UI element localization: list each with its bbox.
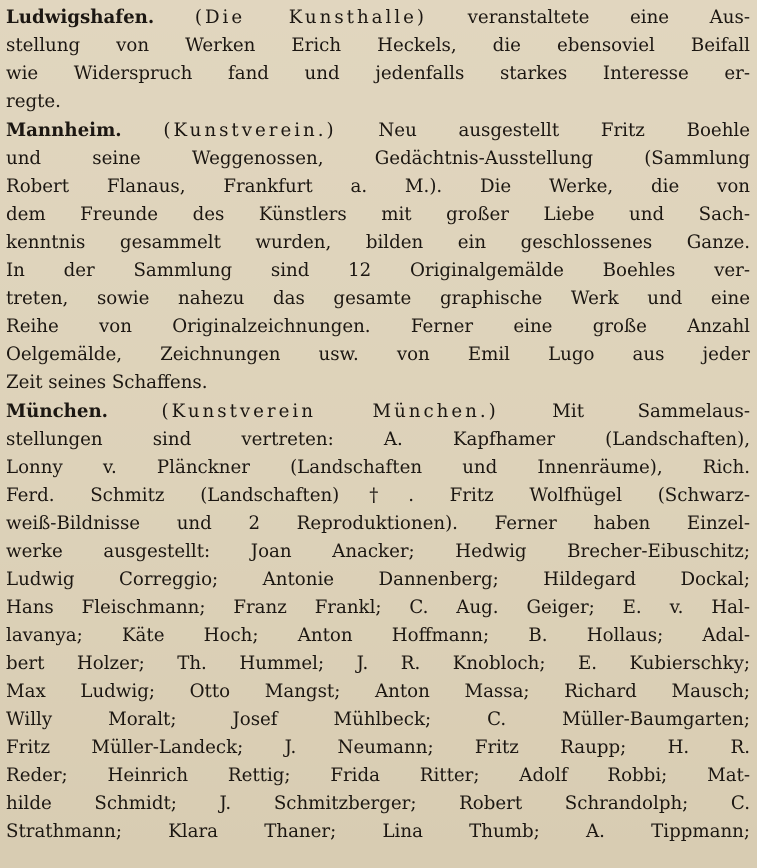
text-line: Robert Flanaus, Frankfurt a. M.). Die Werke, die von: [6, 176, 750, 197]
text-line: stellung von Werken Erich Heckels, die ebensoviel Beifall: [6, 35, 750, 56]
text-line: Oelgemälde, Zeichnungen usw. von Emil Lugo aus jeder: [6, 344, 750, 365]
text-line: wie Widerspruch fand und jedenfalls starkes Interesse er-: [6, 63, 750, 84]
text-line: Strathmann; Klara Thaner; Lina Thumb; A. Tippmann;: [6, 821, 750, 842]
text-line: bert Holzer; Th. Hummel; J. R. Knobloch; E. Kubierschky;: [6, 653, 750, 674]
city-heading: Mannheim.: [6, 120, 122, 141]
text-line: Max Ludwig; Otto Mangst; Anton Massa; Richard Mausch;: [6, 681, 750, 702]
text-line: Zeit seines Schaffens.: [6, 372, 208, 393]
paragraph-muenchen: [6, 398, 750, 846]
text-line: [6, 398, 750, 426]
city-heading: München.: [6, 401, 109, 422]
text-line: regte.: [6, 91, 61, 112]
text-line: dem Freunde des Künstlers mit großer Liebe und Sach-: [6, 204, 750, 225]
text-line: Reihe von Originalzeichnungen. Ferner eine große Anzahl: [6, 316, 750, 337]
text-line: Ferd. Schmitz (Landschaften)†. Fritz Wolfhügel (Schwarz-: [6, 485, 750, 506]
paragraph-mannheim: [6, 117, 750, 397]
line-text: veranstaltete eine Aus-: [467, 7, 750, 28]
text-line: [6, 4, 750, 32]
institution-name: (Kunstverein.): [163, 120, 337, 141]
text-line: lavanya; Käte Hoch; Anton Hoffmann; B. Hollaus; Adal-: [6, 625, 750, 646]
text-line: werke ausgestellt: Joan Anacker; Hedwig Brecher-Eibuschitz;: [6, 541, 750, 562]
text-line: und seine Weggenossen, Gedächtnis-Ausstellung (Sammlung: [6, 148, 750, 169]
text-line: stellungen sind vertreten: A. Kapfhamer (Landschaften),: [6, 429, 750, 450]
text-line: treten, sowie nahezu das gesamte graphische Werk und eine: [6, 288, 750, 309]
text-line: kenntnis gesammelt wurden, bilden ein geschlossenes Ganze.: [6, 232, 750, 253]
text-line: hilde Schmidt; J. Schmitzberger; Robert Schrandolph; C.: [6, 793, 750, 814]
institution-name: (Die Kunsthalle): [194, 7, 428, 28]
text-line: Reder; Heinrich Rettig; Frida Ritter; Adolf Robbi; Mat-: [6, 765, 750, 786]
city-heading: Ludwigshafen.: [6, 7, 155, 28]
text-line: [6, 117, 750, 145]
text-line: In der Sammlung sind 12 Originalgemälde Boehles ver-: [6, 260, 750, 281]
institution-name: (Kunstverein München.): [161, 401, 499, 422]
text-line: Fritz Müller-Landeck; J. Neumann; Fritz Raupp; H. R.: [6, 737, 750, 758]
text-line: Lonny v. Plänckner (Landschaften und Innenräume), Rich.: [6, 457, 750, 478]
paragraph-ludwigshafen: [6, 4, 750, 116]
text-line: weiß-Bildnisse und 2 Reproduktionen). Ferner haben Einzel-: [6, 513, 750, 534]
text-line: Willy Moralt; Josef Mühlbeck; C. Müller-Baumgarten;: [6, 709, 750, 730]
line-text: Neu ausgestellt Fritz Boehle: [378, 120, 750, 141]
text-line: Hans Fleischmann; Franz Frankl; C. Aug. Geiger; E. v. Hal-: [6, 597, 750, 618]
text-line: Ludwig Correggio; Antonie Dannenberg; Hildegard Dockal;: [6, 569, 750, 590]
line-text: Mit Sammelaus-: [552, 401, 750, 422]
